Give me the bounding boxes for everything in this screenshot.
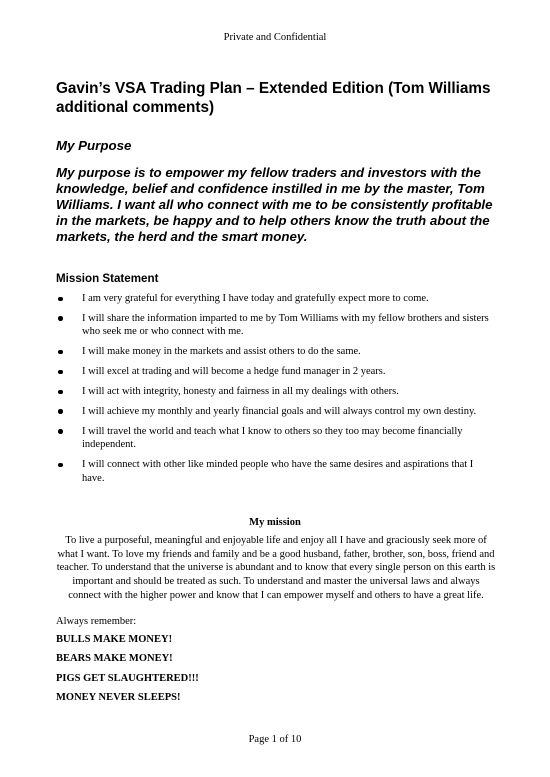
list-item-text: I will make money in the markets and assist others to do the same. [82, 346, 361, 358]
list-item-text: I am very grateful for everything I have today and gratefully expect more to come. [82, 293, 429, 304]
list-item-text: I will connect with other like minded people who have the same desires and aspirations that I have. [82, 459, 474, 484]
mission-statement-list [56, 292, 496, 491]
bullet-icon [58, 350, 63, 355]
list-item-text: I will achieve my monthly and yearly financial goals and will always control my own destiny. [82, 405, 477, 417]
bullet-icon [58, 316, 63, 321]
list-item-text: I will travel the world and teach what I know to others so they too may become financially independent. [82, 425, 463, 451]
list-item [56, 405, 496, 418]
my-mission-text: To live a purposeful, meaningful and enjoyable life and enjoy all I have and graciously seek more of what I want. To love my friends and family and be a good husband, father, brother, son, boss, friend and teacher. To understand that the universe is abundant and to know that every single person on this earth is important and should be treated as such. To understand and master the universal laws and always connect with the higher power and know that I can empower myself and others to have a great life. [56, 535, 496, 601]
my-mission-heading: My mission [249, 517, 301, 528]
list-item [56, 292, 496, 305]
list-item-text: I will excel at trading and will become a hedge fund manager in 2 years. [82, 366, 386, 378]
list-item [56, 345, 496, 358]
list-item [56, 425, 496, 452]
purpose-heading: My Purpose [56, 138, 132, 153]
bullet-icon [58, 429, 63, 434]
page-header: Private and Confidential [223, 32, 327, 43]
bullet-icon [58, 297, 63, 302]
bullet-icon [58, 370, 63, 375]
list-item [56, 312, 496, 339]
list-item [56, 385, 496, 398]
mission-statement-heading: Mission Statement [56, 272, 159, 285]
slogan: MONEY NEVER SLEEPS! [56, 691, 181, 703]
slogan: BULLS MAKE MONEY! [56, 634, 173, 645]
list-item [56, 365, 496, 378]
purpose-text: My purpose is to empower my fellow traders and investors with the knowledge, belief and confidence instilled in me by the master, Tom Williams. I want all who connect with me to be consistently profitable in the markets, be happy and to help others know the truth about the markets, the herd and the smart money. [56, 165, 493, 245]
slogan: PIGS GET SLAUGHTERED!!! [56, 672, 199, 684]
slogan: BEARS MAKE MONEY! [56, 653, 173, 665]
always-remember-label: Always remember: [56, 616, 137, 627]
slogan-list [56, 633, 199, 710]
bullet-icon [58, 409, 63, 414]
list-item-text: I will share the information imparted to me by Tom Williams with my fellow brothers and sisters who seek me or who connect with me. [82, 312, 489, 338]
bullet-icon [58, 390, 63, 395]
document-title: Gavin’s VSA Trading Plan – Extended Edition (Tom Williams additional comments) [56, 80, 491, 116]
bullet-icon [58, 463, 63, 468]
list-item [56, 458, 496, 485]
page-footer: Page 1 of 10 [248, 734, 302, 745]
list-item-text: I will act with integrity, honesty and fairness in all my dealings with others. [82, 386, 399, 398]
